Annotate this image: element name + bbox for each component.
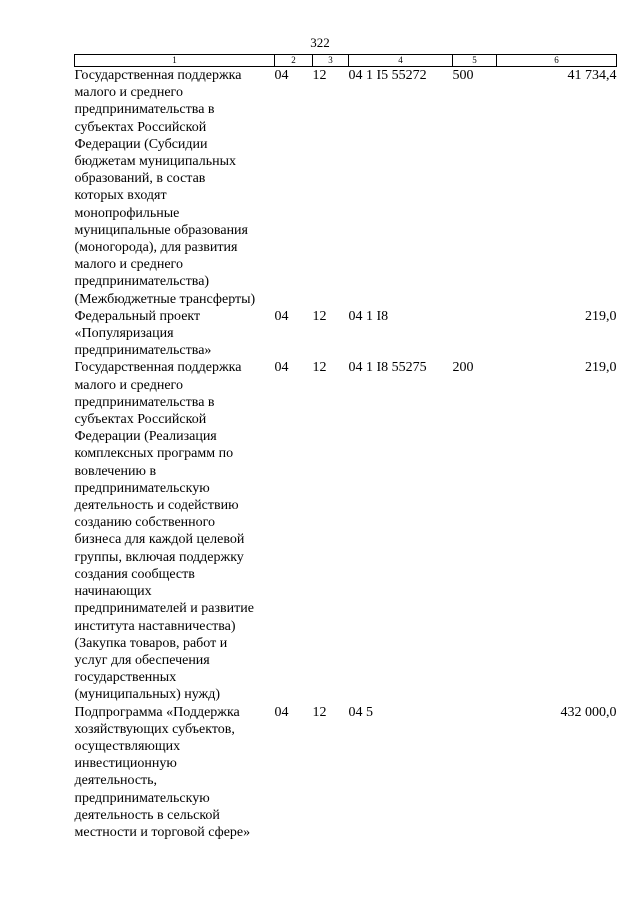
target-article-code: 04 1 I8 [348, 308, 389, 324]
description-line: создания сообществ [74, 566, 195, 582]
section-code: 04 [274, 360, 289, 376]
description-line: «Популяризация [74, 326, 174, 342]
description-line: начинающих [74, 584, 152, 600]
description-line: предпринимательства» [74, 343, 212, 359]
row-description [75, 308, 275, 360]
column-header: 3 [313, 55, 349, 67]
description-line: услуг для обеспечения [74, 652, 210, 668]
description-line: вовлечению в [74, 463, 157, 479]
section-code: 04 [274, 704, 289, 720]
description-line: созданию собственного [74, 515, 216, 531]
column-header: 2 [275, 55, 313, 67]
description-line: малого и среднего [74, 377, 183, 393]
description-line: малого и среднего [74, 257, 183, 273]
description-line: которых входят [74, 188, 167, 204]
description-line: государственных [74, 670, 177, 686]
description-line: института наставничества) [74, 618, 236, 634]
description-line: малого и среднего [74, 85, 183, 101]
description-line: хозяйствующих субъектов, [74, 721, 235, 737]
page-number: 322 [310, 35, 330, 50]
section-code: 04 [274, 68, 289, 83]
description-line: комплексных программ по [74, 446, 234, 462]
table-row [75, 67, 617, 308]
table-row [75, 359, 617, 703]
row-description [75, 359, 275, 703]
description-line: группы, включая поддержку [74, 549, 244, 565]
description-line: деятельность и содействию [74, 498, 239, 514]
subsection-code: 12 [312, 704, 327, 720]
budget-table [74, 54, 617, 841]
description-line: (Закупка товаров, работ и [74, 635, 228, 651]
table-row [75, 704, 617, 842]
description-line: предпринимателей и развитие [74, 601, 254, 617]
description-line: предпринимательскую [74, 480, 210, 496]
description-line: субъектах Российской [74, 119, 207, 135]
description-line: предпринимательства в [74, 394, 215, 410]
amount: 219,0 [585, 360, 617, 376]
table-header-row [75, 55, 617, 67]
description-line: (Межбюджетные трансферты) [74, 291, 256, 307]
description-line: инвестиционную [74, 756, 177, 772]
target-article-code: 04 5 [348, 704, 373, 720]
expense-type-code: 500 [452, 68, 474, 83]
description-line: деятельность в сельской [74, 807, 220, 823]
subsection-code: 12 [312, 360, 327, 376]
expense-type-code [453, 308, 497, 360]
description-line: Федерации (Субсидии [74, 136, 208, 152]
description-line: бюджетам муниципальных [74, 154, 236, 170]
description-line: муниципальные образования [74, 222, 248, 238]
description-line: образований, в состав [74, 171, 206, 187]
expense-type-code: 200 [452, 360, 474, 376]
expense-type-code [453, 704, 497, 842]
description-line: Федерации (Реализация [74, 429, 217, 445]
description-line: предпринимательскую [74, 790, 210, 806]
description-line: осуществляющих [74, 738, 181, 754]
description-line: деятельность, [74, 773, 158, 789]
subsection-code: 12 [312, 68, 327, 83]
target-article-code: 04 1 I5 55272 [348, 68, 427, 83]
description-line: монопрофильные [74, 205, 180, 221]
description-line: местности и торговой сфере» [74, 824, 251, 840]
description-line: бизнеса для каждой целевой [74, 532, 245, 548]
target-article-code: 04 1 I8 55275 [348, 360, 427, 376]
table-row [75, 308, 617, 360]
row-description [75, 67, 275, 308]
section-code: 04 [274, 308, 289, 324]
description-line: Государственная поддержка [74, 360, 242, 376]
amount: 41 734,4 [567, 68, 617, 83]
description-line: субъектах Российской [74, 412, 207, 428]
description-line: Федеральный проект [74, 308, 201, 324]
column-header: 6 [497, 55, 617, 67]
description-line: Подпрограмма «Поддержка [74, 704, 240, 720]
description-line: предпринимательства в [74, 102, 215, 118]
amount: 432 000,0 [560, 704, 617, 720]
column-header: 1 [75, 55, 275, 67]
subsection-code: 12 [312, 308, 327, 324]
column-header: 4 [349, 55, 453, 67]
description-line: (моногорода), для развития [74, 240, 238, 256]
description-line: Государственная поддержка [74, 68, 242, 83]
amount: 219,0 [585, 308, 617, 324]
column-header: 5 [453, 55, 497, 67]
row-description [75, 704, 275, 842]
description-line: (муниципальных) нужд) [74, 687, 221, 703]
description-line: предпринимательства) [74, 274, 210, 290]
